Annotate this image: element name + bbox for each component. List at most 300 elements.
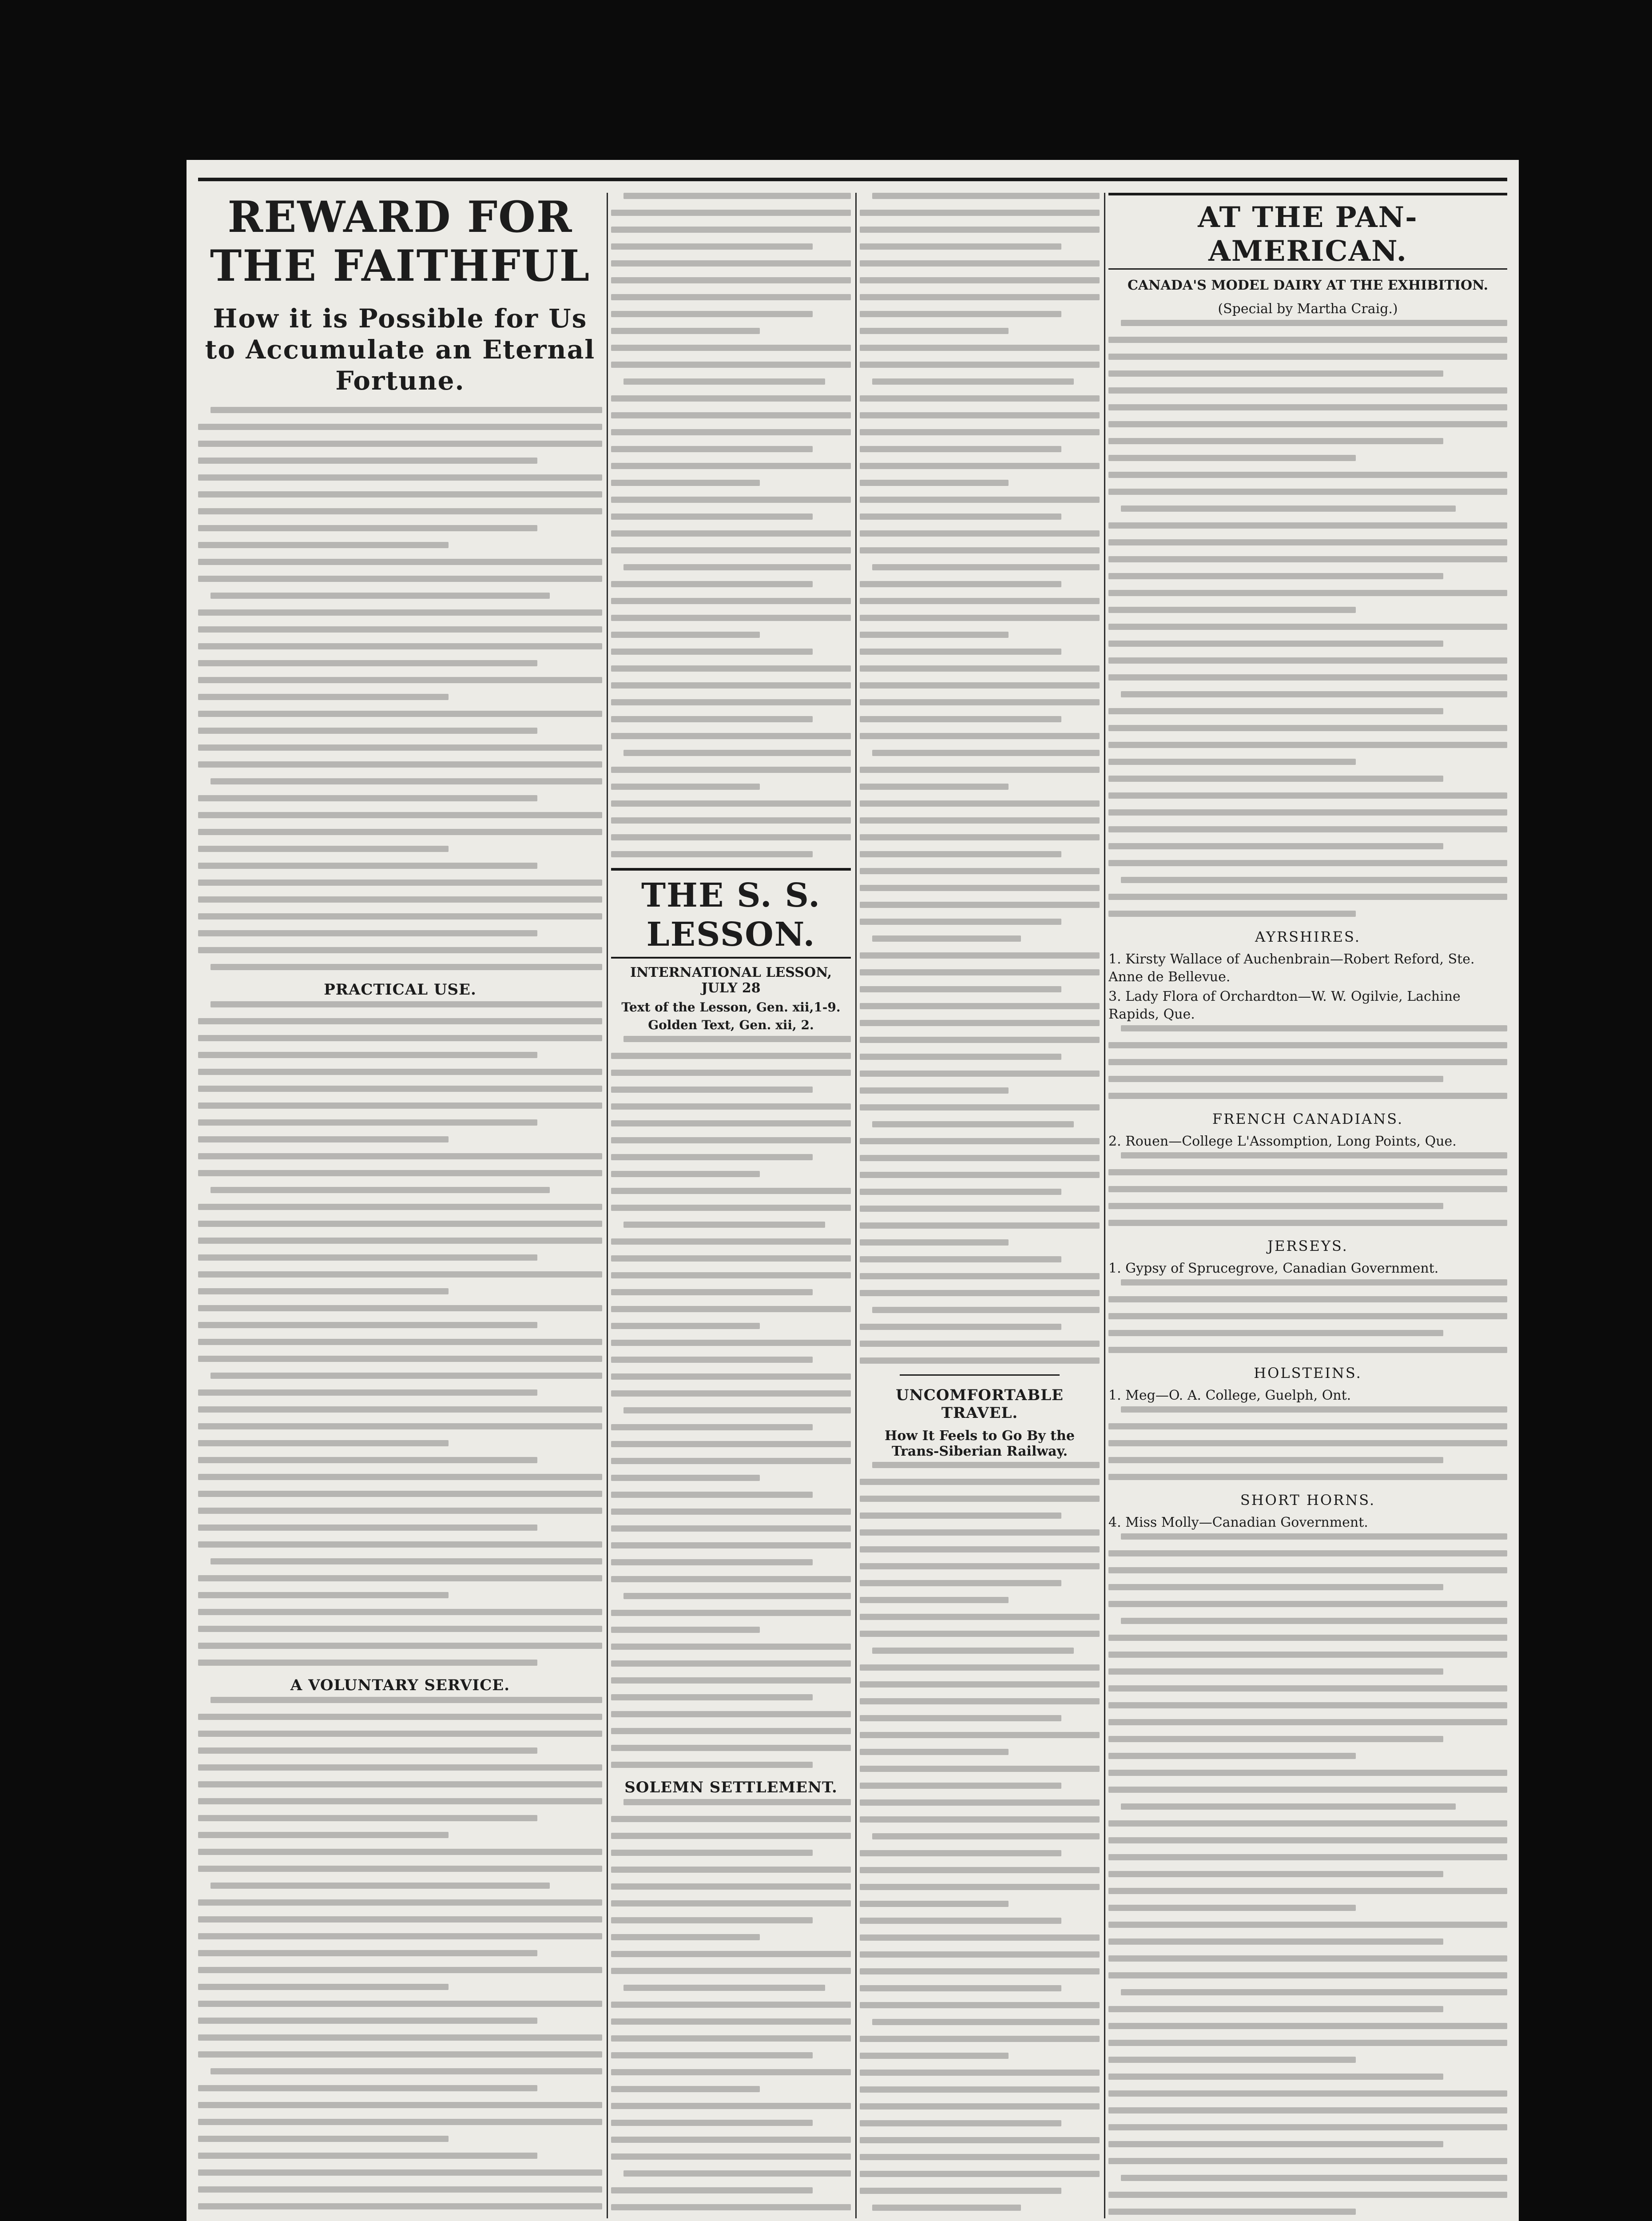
main-headline: REWARD FOR THE FAITHFUL [210,193,591,291]
text-line [860,767,1100,773]
text-line [198,1339,602,1345]
text-line [860,1901,1009,1907]
text-line [198,1153,602,1159]
text-line [611,1850,813,1856]
text-line [198,846,449,852]
text-line [198,1103,602,1109]
text-line [198,896,602,903]
text-line [210,1373,602,1379]
text-line [198,1866,602,1872]
text-line [860,1850,1061,1856]
text-line [611,227,851,233]
text-line [860,260,1100,267]
text-line [860,412,1100,418]
text-line [198,1524,537,1531]
text-line [1108,1584,1443,1590]
text-line [860,497,1100,503]
text-line [860,1816,1100,1823]
text-line [198,1967,602,1973]
text-line [860,2002,1100,2008]
text-line [860,2070,1100,2076]
text-line [860,513,1061,520]
text-line [860,902,1100,908]
text-line [860,227,1100,233]
column-rule [1104,193,1105,2218]
text-line [198,1626,602,1632]
body-text-placeholder [1108,1279,1507,1353]
text-line [198,880,602,886]
text-line [1108,2040,1507,2046]
text-line [198,1305,602,1311]
text-line [198,1423,602,1429]
text-line [198,1815,537,1821]
text-line [860,851,1061,857]
text-line [198,474,602,481]
text-line [198,1136,449,1142]
text-line [860,1087,1009,1094]
article-divider [900,1374,1060,1376]
text-line [1108,1457,1443,1463]
text-line [860,2137,1100,2143]
text-line [198,1643,602,1649]
text-line [860,345,1100,351]
text-line [1108,1093,1507,1099]
text-line [198,1592,449,1598]
text-line [210,1558,602,1564]
text-line [1108,2090,1507,2097]
text-line [611,834,851,840]
text-line [860,1529,1100,1536]
lesson-text-reference: Text of the Lesson, Gen. xii,1-9. Golden Text, Gen. xii, 2. [621,1000,841,1032]
text-line [611,1154,813,1160]
text-line [1108,438,1443,444]
text-line [198,660,537,666]
text-line [611,1525,851,1532]
text-line [860,2103,1100,2110]
text-line [860,1071,1100,1077]
text-line [860,1715,1061,1721]
text-line [198,491,602,498]
text-line [198,863,537,869]
text-line [198,542,449,548]
text-line [1108,1955,1507,1962]
text-line [611,1492,813,1498]
text-line [1121,1618,1507,1624]
text-line [210,1187,550,1193]
text-line [1108,404,1507,410]
text-line [198,1288,449,1294]
text-line [611,1323,760,1329]
lesson-dateline: INTERNATIONAL LESSON, JULY 28 [630,965,832,996]
text-line [623,1036,851,1042]
body-text-placeholder [198,1001,602,1666]
subhead-voluntary-service: A VOLUNTARY SERVICE. [290,1676,510,1694]
text-line [611,1441,851,1447]
column-rule [855,193,857,2218]
text-line [1108,1837,1507,1843]
text-line [198,1440,449,1446]
text-line [860,2171,1100,2177]
text-line [860,1256,1061,1262]
text-line [198,1018,602,1024]
text-line [611,530,851,537]
text-line [860,834,1100,840]
text-line [860,1934,1100,1941]
prize-entry: 1. Meg—O. A. College, Guelph, Ont. [1108,1388,1351,1403]
text-line [1108,2006,1443,2012]
text-line [860,1985,1061,1991]
text-line [860,598,1100,604]
text-line [611,463,851,469]
text-line [860,1222,1100,1229]
text-line [611,1867,851,1873]
text-line [860,2053,1009,2059]
text-line [1108,2192,1507,2198]
text-line [198,1086,602,1092]
text-line [198,1474,602,1480]
text-line [198,1798,602,1804]
text-line [1108,1905,1356,1911]
text-line [860,1003,1100,1009]
main-deck: How it is Possible for Us to Accumulate an Eternal Fortune. [205,303,596,396]
text-line [611,2204,851,2210]
text-line [611,547,851,553]
text-line [198,2203,602,2209]
text-line [611,733,851,739]
text-line [611,1070,851,1076]
text-line [198,1221,602,1227]
text-line [611,1171,760,1177]
text-line [1108,455,1356,461]
text-line [860,1172,1100,1178]
text-line [210,778,602,784]
text-line [1108,657,1507,664]
text-line [611,1357,813,1363]
text-line [1108,489,1507,495]
text-line [860,1290,1100,1296]
text-line [623,1985,825,1991]
text-line [860,1239,1009,1246]
text-line [860,969,1100,975]
text-line [1108,1313,1507,1319]
text-line [611,1627,760,1633]
text-line [1108,1719,1507,1725]
text-line [611,1509,851,1515]
text-line [198,2102,602,2108]
text-line [1108,421,1507,427]
text-line [198,424,602,430]
text-line [860,1766,1100,1772]
text-line [1108,1059,1507,1065]
text-line [198,1356,602,1362]
text-line [860,2120,1061,2126]
text-line [1121,1025,1507,1031]
body-text-placeholder [1108,320,1507,917]
text-line [198,1170,602,1176]
text-line [860,1968,1100,1974]
text-line [1121,1406,1507,1413]
text-line [611,2153,851,2160]
text-line [1121,1533,1507,1540]
text-line [1108,607,1356,613]
text-line [1108,2209,1356,2215]
text-line [611,2069,851,2075]
text-line [1108,1203,1443,1209]
text-line [198,643,602,649]
text-line [1108,1567,1507,1573]
text-line [1121,2175,1507,2181]
text-line [1121,505,1456,512]
travel-headline: UNCOMFORTABLE TRAVEL. [896,1386,1064,1422]
text-line [1108,1186,1507,1192]
text-line [860,480,1009,486]
text-line [860,1799,1100,1806]
text-line [860,2036,1100,2042]
text-line [872,193,1100,199]
text-line [198,913,602,919]
text-line [1108,1871,1443,1877]
travel-deck: How It Feels to Go By the Trans-Siberian Railway. [885,1428,1075,1459]
text-line [860,1189,1061,1195]
text-line [611,1188,851,1194]
text-line [623,1593,851,1599]
text-line [860,1020,1100,1026]
body-text-placeholder [1108,1025,1507,1099]
text-line [860,1918,1061,1924]
text-line [611,1745,851,1751]
text-line [623,1799,851,1805]
pan-american-headline: AT THE PAN-AMERICAN. [1108,193,1507,270]
text-line [198,1609,602,1615]
text-line [1108,1474,1507,1480]
text-line [611,1660,851,1667]
text-line [1108,1220,1507,1226]
lesson-headline: THE S. S. LESSON. [611,868,851,959]
text-line [860,1546,1100,1552]
text-line [860,1783,1061,1789]
text-line [860,1749,1009,1755]
prize-entry: 4. Miss Molly—Canadian Government. [1108,1515,1368,1530]
text-line [860,581,1061,587]
text-line [1108,1854,1507,1860]
text-line [1108,1423,1507,1429]
text-line [611,2103,851,2109]
text-line [1121,877,1507,883]
text-line [1108,1820,1507,1827]
text-line [860,1155,1100,1161]
text-line [1108,573,1443,579]
text-line [198,2153,537,2159]
text-line [872,1648,1074,1654]
text-line [198,2051,602,2058]
text-line [1108,2074,1443,2080]
text-line [860,1104,1100,1110]
text-line [198,508,602,514]
text-line [860,682,1100,689]
text-line [860,868,1100,874]
text-line [1121,1989,1507,1995]
text-line [611,243,813,250]
text-line [860,2086,1100,2093]
text-line [198,677,602,683]
text-line [860,210,1100,216]
body-text-placeholder [1108,1406,1507,1480]
text-line [1108,2107,1507,2114]
prize-list [1108,928,1507,1607]
text-line [860,547,1100,553]
text-line [611,311,813,317]
text-line [860,1206,1100,1212]
text-line [611,1694,813,1700]
text-line [1108,1770,1507,1776]
text-line [611,1238,851,1245]
text-line [860,1357,1100,1364]
pan-american-deck: CANADA'S MODEL DAIRY AT THE EXHIBITION. [1127,278,1489,293]
text-line [623,750,851,756]
text-line [1121,691,1507,697]
text-line [1121,320,1507,326]
text-line [611,1205,851,1211]
text-line [1108,1753,1356,1759]
text-line [860,277,1100,283]
text-line [860,1563,1100,1569]
text-line [611,851,813,857]
text-line [1108,1787,1507,1793]
text-line [198,1747,537,1754]
text-line [611,716,813,722]
text-line [872,564,1100,570]
text-line [1108,860,1507,866]
text-line [860,615,1100,621]
text-line [611,1610,851,1616]
text-line [872,2205,1021,2211]
text-line [1108,911,1356,917]
text-line [611,1762,813,1768]
text-line [611,1103,851,1110]
text-line [860,328,1009,334]
text-line [611,1340,851,1346]
text-line [198,1052,537,1058]
text-line [611,1951,851,1957]
text-line [860,2188,1061,2194]
text-line [860,1681,1100,1688]
text-line [1108,370,1443,377]
text-line [1108,354,1507,360]
text-line [198,829,602,835]
text-line [611,210,851,216]
text-line [198,711,602,717]
text-line [611,480,760,486]
text-line [198,1575,602,1581]
text-line [198,441,602,447]
text-line [611,412,851,418]
text-line [1108,792,1507,799]
column-2 [611,193,851,2218]
text-line [611,1053,851,1059]
text-line [1108,2023,1507,2029]
text-line [1108,1888,1507,1894]
text-line [1108,843,1443,849]
text-line [1121,1803,1456,1810]
text-line [860,649,1061,655]
text-line [860,530,1100,537]
text-line [198,1984,449,1990]
text-line [1108,472,1507,478]
text-line [611,1559,813,1565]
text-line [860,986,1061,992]
text-line [611,294,851,300]
text-line [1108,624,1507,630]
text-line [198,1254,537,1261]
text-line [860,699,1100,705]
text-line [198,1508,602,1514]
text-line [860,1273,1100,1279]
text-line [198,1457,537,1463]
text-line [611,1542,851,1548]
text-line [1108,1076,1443,1082]
text-line [611,1137,851,1143]
body-text-placeholder [860,1462,1100,2218]
text-line [1108,2158,1507,2164]
text-line [198,2169,602,2176]
text-line [611,2120,813,2126]
text-line [611,328,760,334]
text-line [623,1407,851,1413]
text-line [860,1341,1100,1347]
text-line [611,2035,851,2042]
text-line [210,1697,602,1703]
text-line [611,1576,851,1582]
text-line [1108,1440,1507,1446]
column-4 [1108,193,1507,2218]
text-line [1108,2057,1356,2063]
text-line [860,784,1009,790]
text-line [1108,1652,1507,1658]
text-line [198,525,537,531]
text-line [198,1035,602,1041]
text-line [611,1816,851,1822]
text-line [860,919,1061,925]
text-line [198,2001,602,2007]
text-line [1108,894,1507,900]
text-line [872,1121,1074,1127]
text-line [611,395,851,402]
text-line [198,1238,602,1244]
column-3 [860,193,1100,2218]
text-line [198,609,602,616]
text-line [1108,674,1507,681]
text-line [611,1458,851,1464]
text-line [623,1222,825,1228]
text-line [1108,776,1443,782]
text-line [198,559,602,565]
text-line [860,362,1100,368]
body-text-placeholder [1108,1618,1507,2218]
text-line [198,2018,537,2024]
subhead-practical-use: PRACTICAL USE. [324,981,477,999]
text-line [1108,556,1507,562]
text-line [1108,742,1507,748]
text-line [611,1424,813,1430]
newspaper-page [187,160,1519,2221]
text-line [198,694,449,700]
prize-entry: 1. Kirsty Wallace of Auchenbrain—Robert Reford, Ste. Anne de Bellevue. [1108,951,1475,985]
text-line [198,2136,449,2142]
text-line [860,1496,1100,1502]
text-line [860,1664,1100,1671]
prize-section-title: SHORT HORNS. [1240,1492,1376,1509]
text-line [198,1069,602,1075]
